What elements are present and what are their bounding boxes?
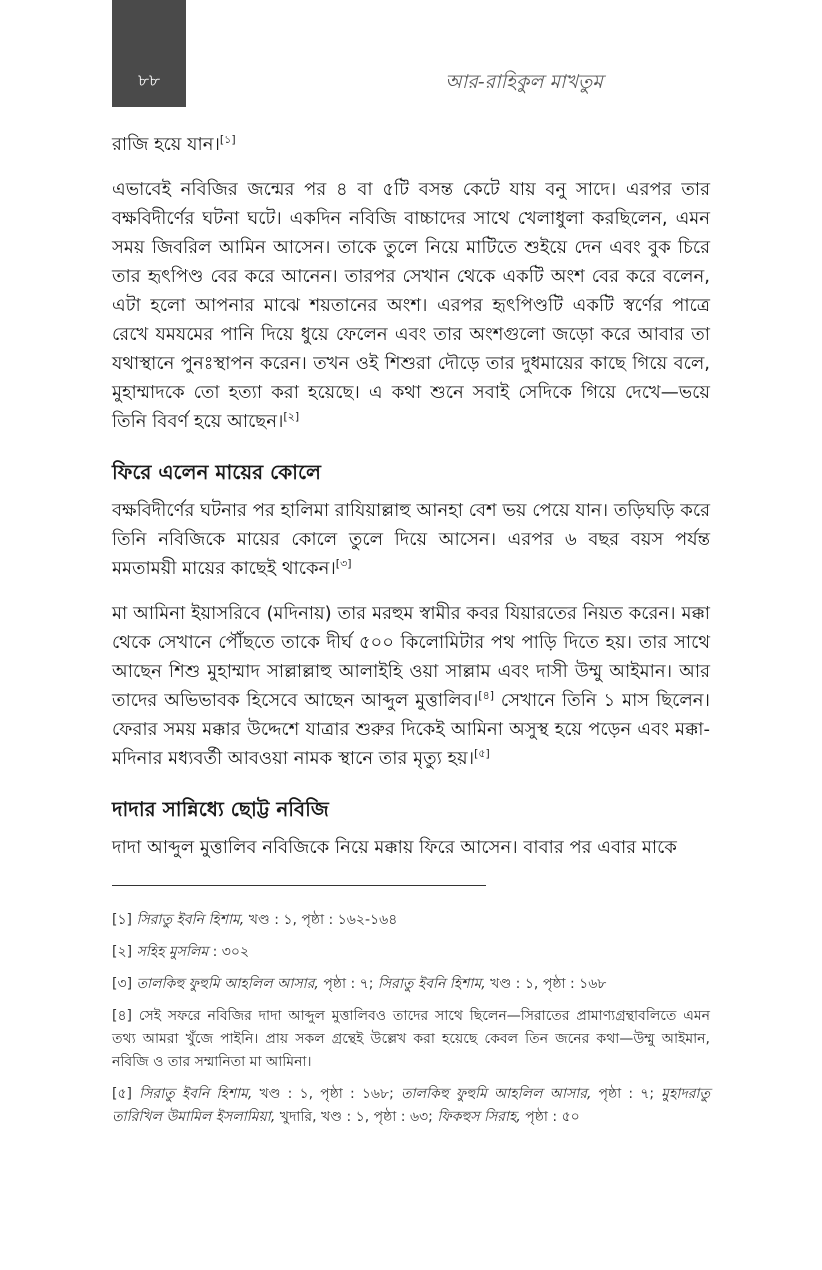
paragraph-text: দাদা আব্দুল মুত্তালিব নবিজিকে নিয়ে মক্কায় ফিরে আসেন। বাবার পর এবার মাকে — [112, 837, 677, 858]
footnote — [112, 909, 710, 932]
footnote-text: সেই সফরে নবিজির দাদা আব্দুল মুত্তালিবও তাদের সাথে ছিলেন—সিরাতের প্রামাণ্যগ্রন্থাবলিতে এমন তথ্য আমরা খুঁজে পাইনি। প্রায় সকল গ্রন্থেই উল্লেখ করা হয়েছে কেবল তিন জনের কথা—উম্মু আইমান, নবিজি ও তার সম্মানিতা মা আমিনা। — [112, 1008, 710, 1070]
footnotes — [112, 909, 710, 1138]
paragraph-text: এভাবেই নবিজির জন্মের পর ৪ বা ৫টি বসন্ত কেটে যায় বনু সাদে। এরপর তার বক্ষবিদীর্ণের ঘটনা ঘটে। একদিন নবিজি বাচ্চাদের সাথে খেলাধুলা করছিলেন, এমন সময় জিবরিল আমিন আসেন। তাকে তুলে নিয়ে মাটিতে শুইয়ে দেন এবং বুক চিরে তার হৃৎপিণ্ড বের করে আনেন। তারপর সেখান থেকে একটি অংশ বের করে বলেন, এটা হলো আপনার মাঝে শয়তানের অংশ। এরপর হৃৎপিণ্ডটি একটি স্বর্ণের পাত্রে রেখে যমযমের পানি দিয়ে ধুয়ে ফেলেন এবং তার অংশগুলো জড়ো করে আবার তা যথাস্থানে পুনঃস্থাপন করেন। তখন ওই শিশুরা দৌড়ে তার দুধমায়ের কাছে গিয়ে বলে, মুহাম্মাদকে তো হত্যা করা হয়েছে। এ কথা শুনে সবাই সেদিকে গিয়ে দেখে—ভয়ে তিনি বিবর্ণ হয়ে আছেন। — [112, 179, 710, 432]
running-head-title: আর-রাহিকুল মাখতুম — [445, 71, 603, 93]
page-number-tab — [112, 0, 186, 107]
paragraph — [112, 599, 710, 773]
footnote-source: সিরাতু ইবনি হিশাম, — [136, 912, 245, 928]
paragraph-text: রাজি হয়ে যান। — [112, 134, 220, 155]
footnote-source: সহিহ মুসলিম — [136, 944, 209, 960]
section-heading: ফিরে এলেন মায়ের কোলে — [112, 460, 321, 484]
footnote-ref[interactable]: [৫] — [474, 747, 490, 760]
footnote-detail: খণ্ড : ১, পৃষ্ঠা : ১৬৮; — [252, 1086, 401, 1102]
footnote — [112, 1083, 710, 1129]
footnote-ref[interactable]: [১] — [219, 133, 236, 146]
page-number: ৮৮ — [137, 71, 161, 91]
footnote-detail: পৃষ্ঠা : ৭; — [318, 976, 378, 992]
footnote-detail: খণ্ড : ১, পৃষ্ঠা : ১৬২-১৬৪ — [244, 912, 398, 928]
footnote-ref[interactable]: [৪] — [478, 689, 495, 702]
paragraph — [112, 496, 710, 583]
paragraph-text: মা আমিনা ইয়াসরিবে (মদিনায়) তার মরহুম স্বামীর কবর যিয়ারতের নিয়ত করেন। মক্কা থেকে সেখানে পৌঁছতে তাকে দীর্ঘ ৫০০ কিলোমিটার পথ পাড়ি দিতে হয়। তার সাথে আছেন শিশু মুহাম্মাদ সাল্লাল্লাহু আলাইহি ওয়া সাল্লাম এবং দাসী উম্মু আইমান। আর তাদের অভিভাবক হিসেবে আছেন আব্দুল মুত্তালিব। — [112, 603, 710, 711]
paragraph-text: বক্ষবিদীর্ণের ঘটনার পর হালিমা রাযিয়াল্লাহু আনহা বেশ ভয় পেয়ে যান। তড়িঘড়ি করে তিনি নবিজিকে মায়ের কোলে তুলে দিয়ে আসেন। এরপর ৬ বছর বয়স পর্যন্ত মমতাময়ী মায়ের কাছেই থাকেন। — [112, 500, 710, 579]
footnote-detail: পৃষ্ঠা : ৭; — [591, 1086, 662, 1102]
footnote-divider — [112, 885, 486, 886]
footnote-number: [৪] — [112, 1008, 133, 1024]
footnote-source: তালকিহু ফুহুমি আহলিল আসার, — [400, 1086, 592, 1102]
section-heading: দাদার সান্নিধ্যে ছোট্ট নবিজি — [112, 797, 329, 821]
footnote-detail: খণ্ড : ১, পৃষ্ঠা : ১৬৮ — [485, 976, 607, 992]
footnote-number: [৩] — [112, 976, 133, 992]
footnote-number: [৫] — [112, 1086, 133, 1102]
paragraph — [112, 175, 710, 436]
paragraph-text: সেখানে তিনি ১ মাস ছিলেন। ফেরার সময় মক্কার উদ্দেশে যাত্রার শুরুর দিকেই আমিনা অসুস্থ হয়ে পড়েন এবং মক্কা-মদিনার মধ্যবর্তী আবওয়া নামক স্থানে তার মৃত্যু হয়। — [112, 690, 710, 769]
footnote-source: সিরাতু ইবনি হিশাম, — [132, 1086, 253, 1102]
footnote — [112, 941, 710, 964]
footnote-source: সিরাতু ইবনি হিশাম, — [377, 976, 486, 992]
footnote-source: মুহাদরাতু তারিখিল উমামিল ইসলামিয়া, — [112, 1086, 710, 1125]
footnote-detail: পৃষ্ঠা : ৫০ — [520, 1109, 580, 1125]
footnote — [112, 1005, 710, 1074]
main-text — [112, 130, 710, 878]
paragraph — [112, 833, 710, 862]
footnote-ref[interactable]: [২] — [283, 410, 300, 423]
footnote-source: তালকিহু ফুহুমি আহলিল আসার, — [136, 976, 319, 992]
footnote-source: ফিকহুস সিরাহ, — [437, 1109, 521, 1125]
paragraph — [112, 130, 710, 159]
footnote — [112, 973, 710, 996]
footnote-number: [২] — [112, 944, 133, 960]
footnote-detail: : ৩০২ — [208, 944, 250, 960]
footnote-number: [১] — [112, 912, 133, 928]
footnote-ref[interactable]: [৩] — [335, 557, 352, 570]
footnote-detail: খুদারি, খণ্ড : ১, পৃষ্ঠা : ৬৩; — [275, 1109, 438, 1125]
